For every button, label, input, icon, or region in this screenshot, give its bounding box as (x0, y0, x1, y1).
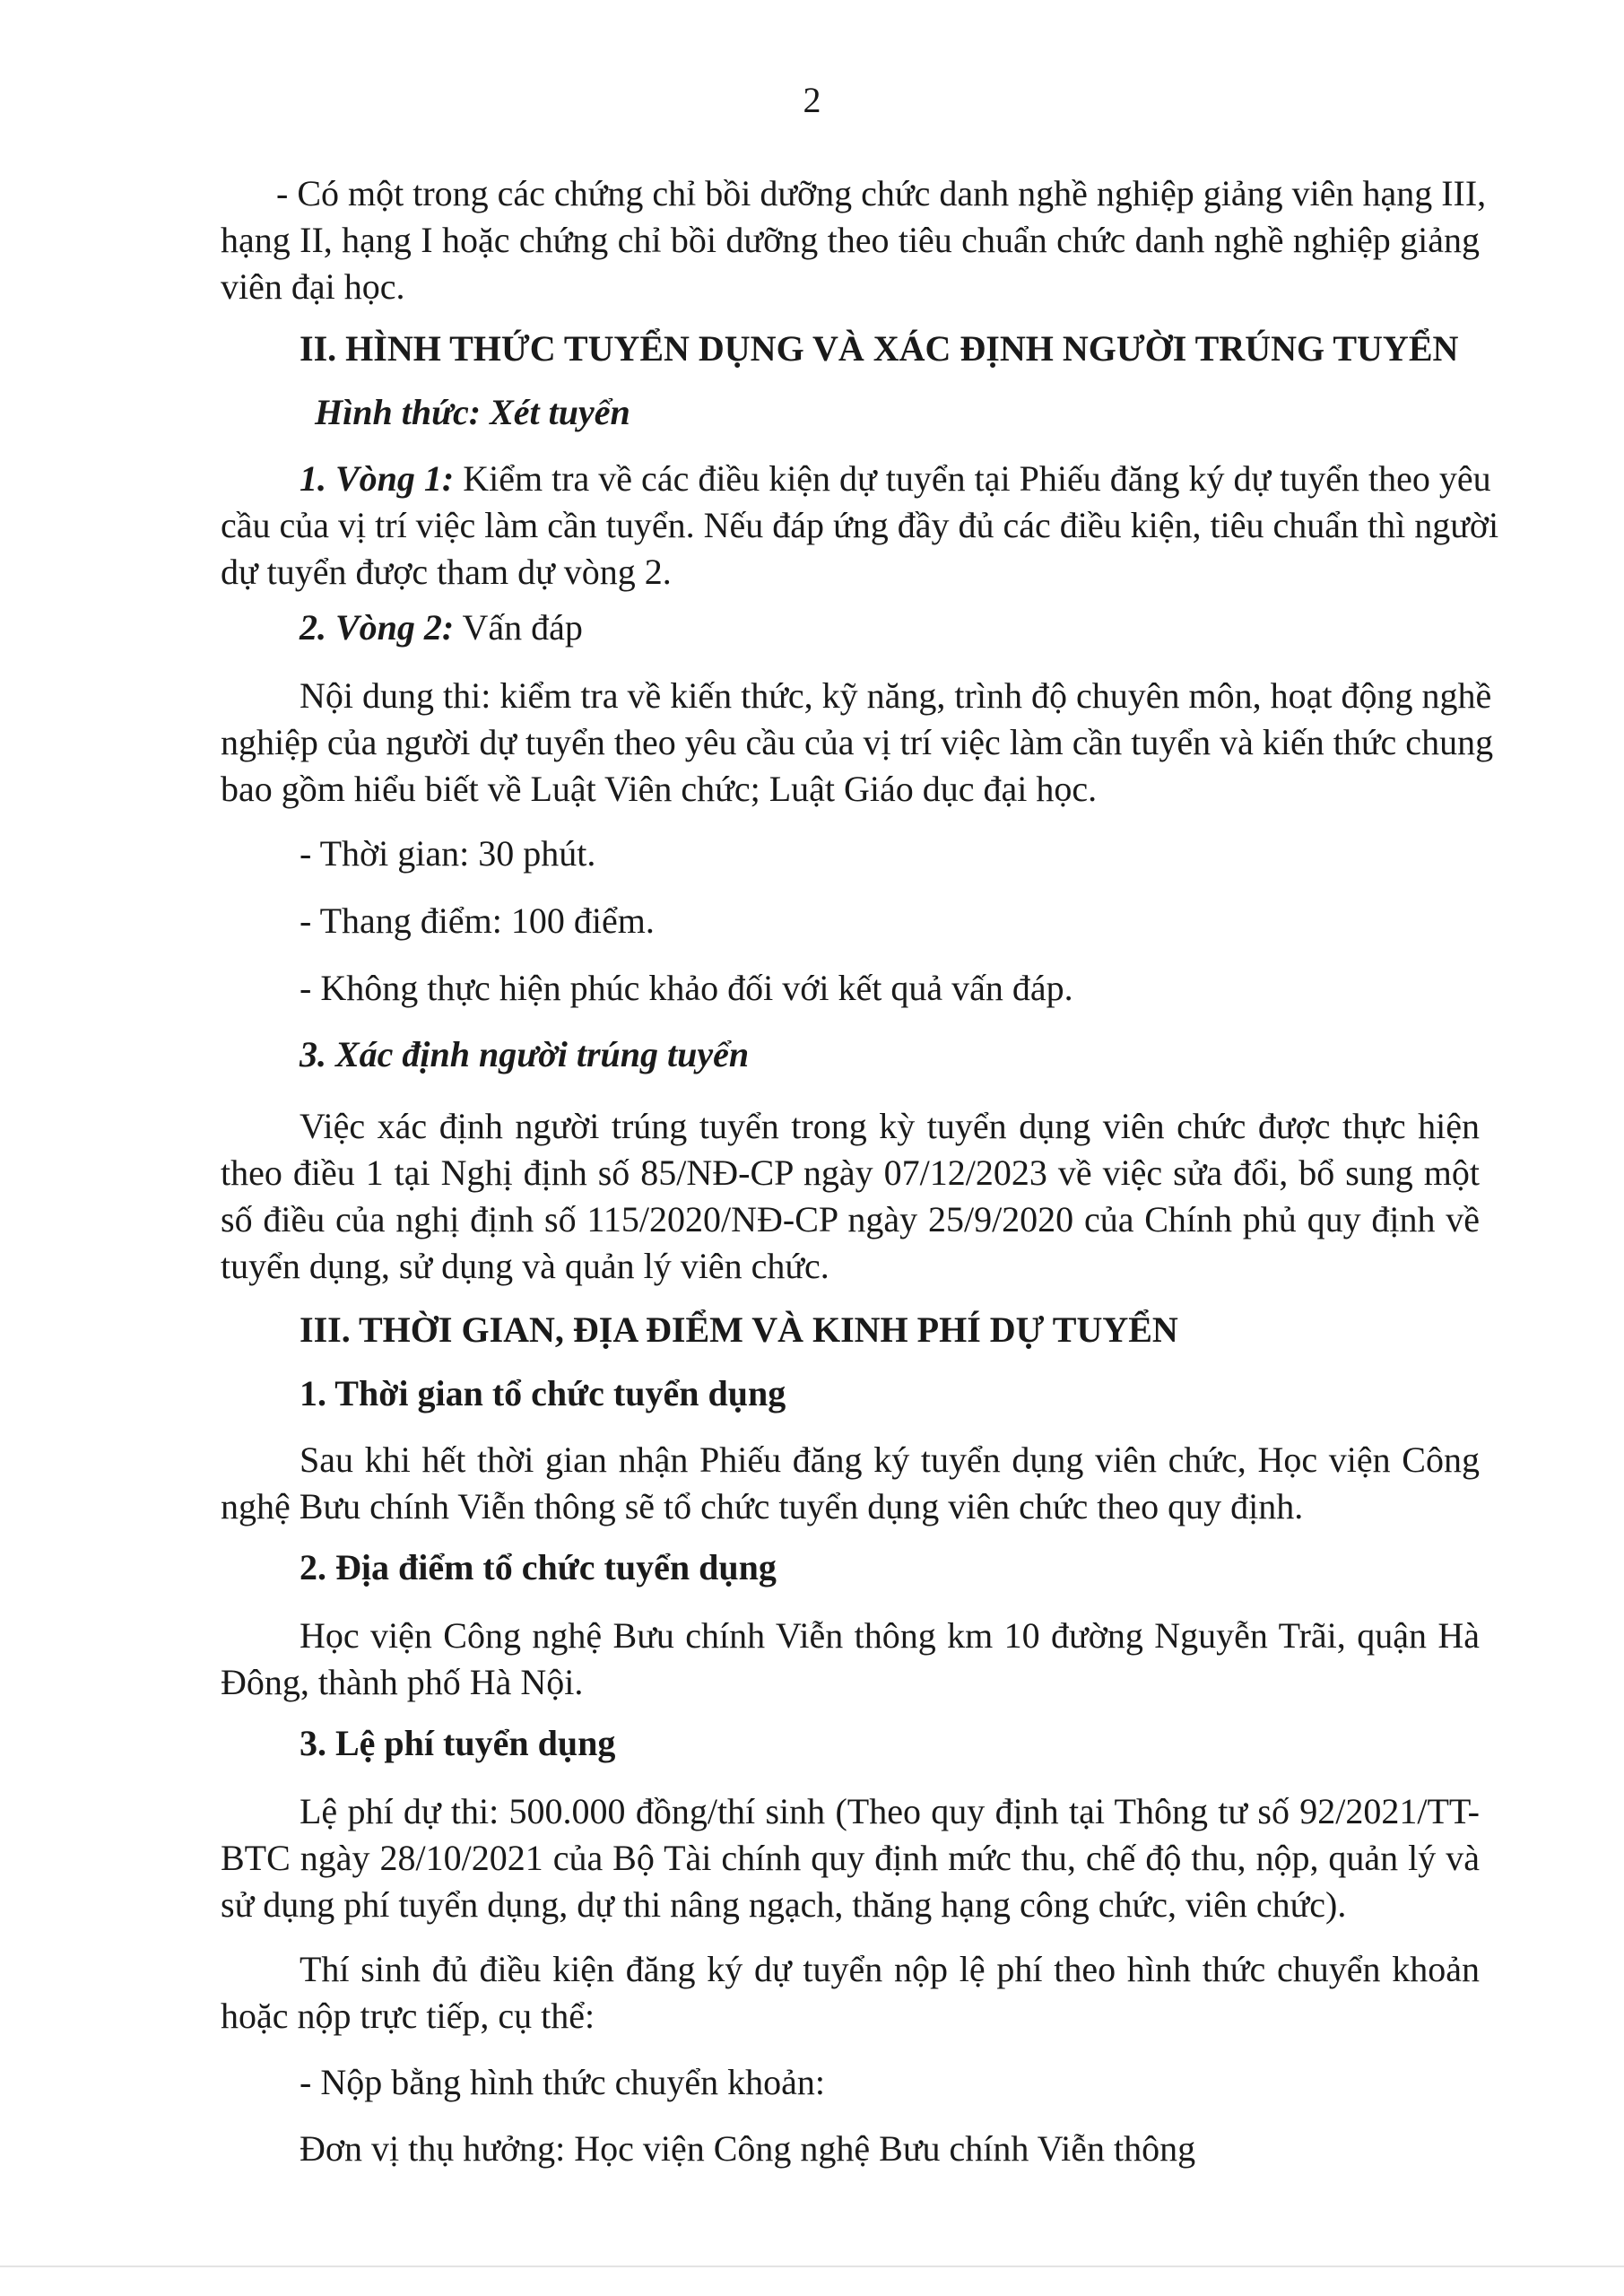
paragraph-line: Nội dung thi: kiểm tra về kiến thức, kỹ năng, trình độ chuyên môn, hoạt động nghề (300, 675, 1492, 716)
paragraph-line: Thí sinh đủ điều kiện đăng ký dự tuyển nộp lệ phí theo hình thức chuyển khoản (300, 1949, 1480, 1989)
paragraph-line: Lệ phí dự thi: 500.000 đồng/thí sinh (Theo quy định tại Thông tư số 92/2021/TT- (300, 1791, 1480, 1831)
round1-text: Kiểm tra về các điều kiện dự tuyển tại Phiếu đăng ký dự tuyển theo yêu (454, 458, 1491, 499)
paragraph-line (300, 457, 1491, 500)
paragraph-line: hạng II, hạng I hoặc chứng chỉ bồi dưỡng theo tiêu chuẩn chức danh nghề nghiệp giảng (221, 220, 1480, 260)
list-item: - Thang điểm: 100 điểm. (300, 900, 655, 941)
paragraph-line: cầu của vị trí việc làm cần tuyển. Nếu đáp ứng đầy đủ các điều kiện, tiêu chuẩn thì người (221, 505, 1499, 545)
list-item: - Nộp bằng hình thức chuyển khoản: (300, 2062, 825, 2102)
section-heading: II. HÌNH THỨC TUYỂN DỤNG VÀ XÁC ĐỊNH NGƯỜI TRÚNG TUYỂN (300, 328, 1459, 369)
paragraph-line: dự tuyển được tham dự vòng 2. (221, 552, 672, 592)
paragraph-line: Việc xác định người trúng tuyển trong kỳ tuyển dụng viên chức được thực hiện (300, 1106, 1480, 1146)
paragraph-line: số điều của nghị định số 115/2020/NĐ-CP ngày 25/9/2020 của Chính phủ quy định về (221, 1199, 1480, 1239)
paragraph-line (300, 606, 583, 649)
paragraph-line: Đơn vị thụ hưởng: Học viện Công nghệ Bưu chính Viễn thông (300, 2128, 1196, 2169)
round1-label: 1. Vòng 1: (300, 458, 455, 499)
subsection-heading: 3. Xác định người trúng tuyển (300, 1034, 750, 1074)
subsection-heading: 3. Lệ phí tuyển dụng (300, 1723, 616, 1763)
paragraph-line: BTC ngày 28/10/2021 của Bộ Tài chính quy định mức thu, chế độ thu, nộp, quản lý và (221, 1838, 1480, 1878)
subsection-heading: 1. Thời gian tổ chức tuyển dụng (300, 1373, 786, 1413)
round2-text: Vấn đáp (454, 607, 583, 648)
paragraph-line: tuyển dụng, sử dụng và quản lý viên chức. (221, 1246, 829, 1286)
paragraph-line: theo điều 1 tại Nghị định số 85/NĐ-CP ngày 07/12/2023 về việc sửa đổi, bổ sung một (221, 1152, 1480, 1193)
paragraph-line: - Có một trong các chứng chỉ bồi dưỡng chức danh nghề nghiệp giảng viên hạng III, (276, 173, 1487, 213)
list-item: - Không thực hiện phúc khảo đối với kết quả vấn đáp. (300, 968, 1073, 1008)
section-heading: III. THỜI GIAN, ĐỊA ĐIỂM VÀ KINH PHÍ DỰ TUYỂN (300, 1309, 1178, 1350)
paragraph-line: viên đại học. (221, 266, 405, 307)
paragraph-line: bao gồm hiểu biết về Luật Viên chức; Luật Giáo dục đại học. (221, 769, 1098, 809)
paragraph-line: sử dụng phí tuyển dụng, dự thi nâng ngạch, thăng hạng công chức, viên chức). (221, 1884, 1347, 1925)
paragraph-line: Đông, thành phố Hà Nội. (221, 1662, 584, 1702)
paragraph-line: hoặc nộp trực tiếp, cụ thể: (221, 1996, 595, 2036)
scan-edge-divider (0, 2266, 1624, 2267)
round2-label: 2. Vòng 2: (300, 607, 455, 648)
subsection-heading: 2. Địa điểm tổ chức tuyển dụng (300, 1547, 777, 1587)
list-item: - Thời gian: 30 phút. (300, 833, 596, 874)
paragraph-line: nghiệp của người dự tuyển theo yêu cầu của vị trí việc làm cần tuyển và kiến thức chung (221, 722, 1494, 762)
paragraph-line: Sau khi hết thời gian nhận Phiếu đăng ký tuyển dụng viên chức, Học viện Công (300, 1439, 1480, 1480)
page-number: 2 (803, 80, 821, 120)
paragraph-line: nghệ Bưu chính Viễn thông sẽ tổ chức tuyển dụng viên chức theo quy định. (221, 1486, 1304, 1526)
form-label: Hình thức: Xét tuyển (315, 392, 630, 432)
paragraph-line: Học viện Công nghệ Bưu chính Viễn thông km 10 đường Nguyễn Trãi, quận Hà (300, 1615, 1480, 1656)
